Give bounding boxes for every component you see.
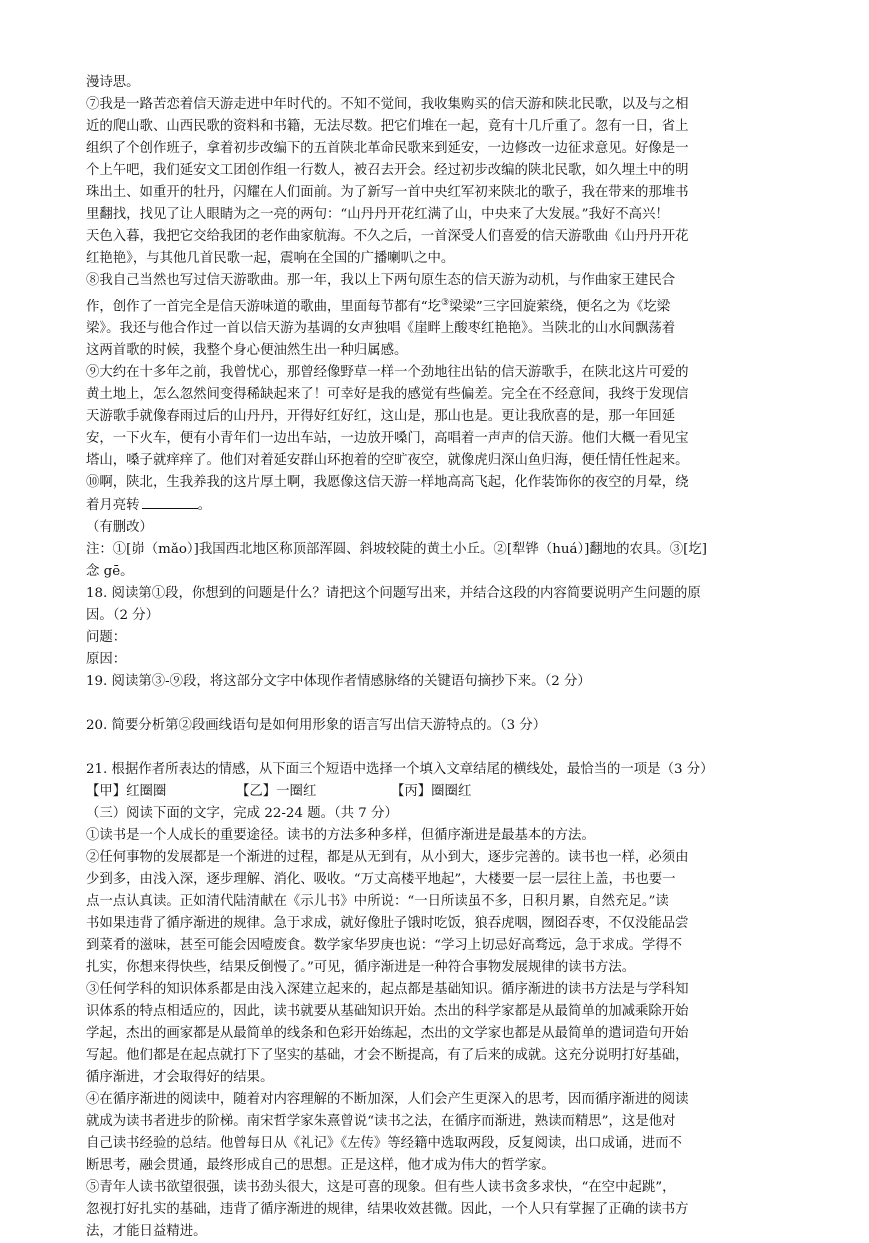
text-line: 就成为读书者进步的阶梯。南宋哲学家朱熹曾说“读书之法，在循序而渐进，熟读而精思”，这是他对 xyxy=(86,1114,676,1130)
text-line: 忽视打好扎实的基础，违背了循序渐进的规律，结果收效甚微。因此，一个人只有掌握了正确的读书方 xyxy=(86,1202,689,1218)
footnote-marker: ③ xyxy=(441,298,450,308)
text-line: 这两首歌的时候，我整个身心便油然生出一种归属感。 xyxy=(86,343,408,359)
text-span: 作，创作了一首完全是信天游味道的歌曲，里面每节都有“圪 xyxy=(86,299,441,315)
text-line: 漫诗思。 xyxy=(86,75,140,90)
text-line: 书如果违背了循序渐进的规律。急于求成，就好像肚子饿时吃饭，狼吞虎咽，囫囵吞枣，不仅没能品尝 xyxy=(86,916,689,932)
text-line: 红艳艳》，与其他几首民歌一起，震响在全国的广播喇叭之中。 xyxy=(86,251,455,266)
paragraph-8: ⑧我自己当然也写过信天游歌曲。那一年，我以上下两句原生态的信天游为动机，与作曲家王建民合 xyxy=(86,273,676,288)
text-line: 到菜肴的滋味，甚至可能会因噎废食。数学家华罗庚也说：“学习上切忌好高骛远，急于求成。学得不 xyxy=(86,938,683,954)
option-b: 【乙】一圈红 xyxy=(236,784,317,800)
question-18-reason-label: 原因： xyxy=(86,652,127,668)
question-18: 18. 阅读第①段，你想到的问题是什么？请把这个问题写出来，并结合这段的内容简要说明产生问题的原 xyxy=(86,586,701,602)
text-span: 着月亮转 xyxy=(86,498,140,514)
text-line: 近的爬山歌、山西民歌的资料和书籍，无法尽数。把它们堆在一起，竟有十几斤重了。忽有一日，省上 xyxy=(86,119,689,134)
text-line: 扎实，你想来得快些，结果反倒慢了。”可见，循序渐进是一种符合事物发展规律的读书方法。 xyxy=(86,960,636,976)
paragraph-5: ⑤青年人读书欲望很强，读书劲头很大，这是可喜的现象。但有些人读书贪多求快，“在空中起跳”， xyxy=(86,1180,676,1196)
question-18-problem-label: 问题： xyxy=(86,630,127,646)
text-line: 珠出土、如重开的牡丹，闪耀在人们面前。为了新写一首中央红军初来陕北的歌子，我在带来的那堆书 xyxy=(86,185,689,200)
text-line: 少到多，由浅入深，逐步理解、消化、吸收。“万丈高楼平地起”，大楼要一层一层往上盖，书也要一 xyxy=(86,872,676,888)
paragraph-7: ⑦我是一路苦恋着信天游走进中年时代的。不知不觉间，我收集购买的信天游和陕北民歌，以及与之相 xyxy=(86,97,689,112)
text-line: 梁》。我还与他合作过一首以信天游为基调的女声独唱《崖畔上酸枣红艳艳》。当陕北的山水间飘荡着 xyxy=(86,321,676,337)
paragraph-4: ④在循序渐进的阅读中，随着对内容理解的不断加深，人们会产生更深入的思考，因而循序渐进的阅读 xyxy=(86,1092,689,1108)
paragraph-1: ①读书是一个人成长的重要途径。读书的方法多种多样，但循序渐进是最基本的方法。 xyxy=(86,828,595,844)
question-21: 21. 根据作者所表达的情感，从下面三个短语中选择一个填入文章结尾的横线处，最恰当的一项是（3 分） xyxy=(86,762,714,778)
text-line: 塔山，嗓子就痒痒了。他们对着延安群山环抱着的空旷夜空，就像虎归深山鱼归海，便任情任性起来。 xyxy=(86,453,689,469)
paragraph-10: ⑩啊，陕北，生我养我的这片厚土啊，我愿像这信天游一样地高高飞起，化作装饰你的夜空的月晕，绕 xyxy=(86,475,689,491)
option-a: 【甲】红圈圈 xyxy=(86,784,167,800)
question-19: 19. 阅读第③-⑨段，将这部分文字中体现作者情感脉络的关键语句摘抄下来。（2 分） xyxy=(86,674,591,690)
text-span: 梁梁”三字回旋萦绕，便名之为《圪梁 xyxy=(449,299,671,315)
text-line: 识体系的特点相适应的，因此，读书就要从基础知识开始。杰出的科学家都是从最简单的加减乘除开始 xyxy=(86,1004,689,1020)
section-heading: （三）阅读下面的文字，完成 22-24 题。（共 7 分） xyxy=(86,806,398,822)
text-line xyxy=(86,494,791,517)
text-line: 里翻找，找见了让人眼睛为之一亮的两句：“山丹丹开花红满了山，中央来了大发展。”我好不高兴！ xyxy=(86,207,669,222)
question-20: 20. 简要分析第②段画线语句是如何用形象的语言写出信天游特点的。（3 分） xyxy=(86,718,547,734)
text-line: 点一点认真读。正如清代陆清献在《示儿书》中所说：“一日所读虽不多，日积月累，自然充足。”读 xyxy=(86,894,669,910)
text-line: 天游歌手就像春雨过后的山丹丹，开得好红好红，这山是，那山也是。更让我欣喜的是，那一年回延 xyxy=(86,409,676,425)
text-span: 。 xyxy=(197,498,211,514)
answer-space xyxy=(86,693,791,715)
text-line: 学起，杰出的画家都是从最简单的线条和色彩开始练起，杰出的文学家也都是从最简单的遣词造句开始 xyxy=(86,1026,689,1042)
footnotes-continued: 念 gē。 xyxy=(86,564,134,580)
source-note: （有删改） xyxy=(86,520,153,536)
text-line: 组织了个创作班子，拿着初步改编下的五首陕北革命民歌来到延安，一边修改一边征求意见。好像是一 xyxy=(86,141,689,156)
paragraph-3: ③任何学科的知识体系都是由浅入深建立起来的，起点都是基础知识。循序渐进的读书方法是与学科知 xyxy=(86,982,689,998)
text-line xyxy=(86,292,791,318)
text-line: 断思考，融会贯通，最终形成自己的思想。正是这样，他才成为伟大的哲学家。 xyxy=(86,1158,555,1174)
question-21-options xyxy=(86,781,791,803)
text-line: 循序渐进，才会取得好的结果。 xyxy=(86,1070,274,1086)
question-18-continued: 因。（2 分） xyxy=(86,608,160,624)
answer-blank[interactable] xyxy=(142,494,198,509)
text-line: 安，一下火车，便有小青年们一边出车站，一边放开嗓门，高唱着一声声的信天游。他们大概一看见宝 xyxy=(86,431,689,447)
paragraph-9: ⑨大约在十多年之前，我曾忧心，那曾经像野草一样一个劲地往出钻的信天游歌手，在陕北这片可爱的 xyxy=(86,365,689,381)
text-line: 个上午吧，我们延安文工团创作组一行数人，被召去开会。经过初步改编的陕北民歌，如久埋土中的明 xyxy=(86,163,689,178)
option-c: 【丙】圈圈红 xyxy=(391,784,472,800)
text-line: 天色入暮，我把它交给我团的老作曲家航海。不久之后，一首深受人们喜爱的信天游歌曲《山丹丹开花 xyxy=(86,229,689,244)
text-line: 黄土地上，怎么忽然间变得稀缺起来了！可幸好是我的感觉有些偏差。完全在不经意间，我终于发现信 xyxy=(86,387,689,403)
footnotes: 注：①[峁（mǎo）]我国西北地区称顶部浑圆、斜坡较陡的黄土小丘。②[犁铧（huá）]翻地的农具。③[圪] xyxy=(86,542,707,558)
text-line: 写起。他们都是在起点就打下了坚实的基础，才会不断提高，有了后来的成就。这充分说明打好基础， xyxy=(86,1048,689,1064)
answer-space xyxy=(86,737,791,759)
text-line: 自己读书经验的总结。他曾每日从《礼记》《左传》等经籍中选取两段，反复阅读，出口成诵，进而不 xyxy=(86,1136,682,1152)
paragraph-2: ②任何事物的发展都是一个渐进的过程，都是从无到有，从小到大，逐步完善的。读书也一样，必须由 xyxy=(86,850,689,866)
text-line: 法，才能日益精进。 xyxy=(86,1224,207,1240)
